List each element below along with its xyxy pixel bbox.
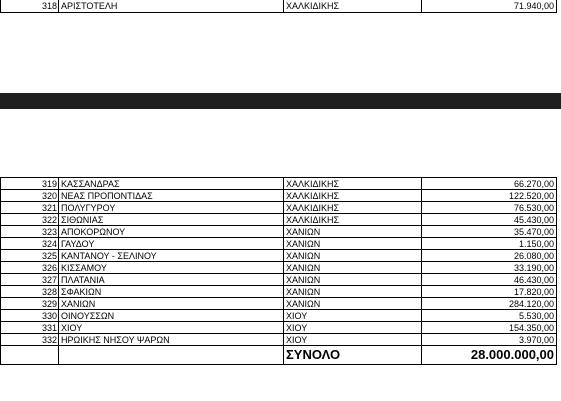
row-number: 331 <box>1 322 59 334</box>
regional-unit: ΧΑΝΙΩΝ <box>284 226 422 238</box>
regional-unit: ΧΑΛΚΙΔΙΚΗΣ <box>284 190 422 202</box>
row-number: 332 <box>1 334 59 346</box>
table-row <box>1 298 557 310</box>
amount: 71.940,00 <box>422 0 557 13</box>
regional-unit: ΧΑΝΙΩΝ <box>284 274 422 286</box>
regional-unit: ΧΑΝΙΩΝ <box>284 262 422 274</box>
row-number: 324 <box>1 238 59 250</box>
table-row <box>1 214 557 226</box>
regional-unit: ΧΑΛΚΙΔΙΚΗΣ <box>284 214 422 226</box>
regional-unit: ΧΑΛΚΙΔΙΚΗΣ <box>284 202 422 214</box>
table-row <box>1 226 557 238</box>
table-row <box>1 238 557 250</box>
municipality-name: ΣΙΘΩΝΙΑΣ <box>59 214 284 226</box>
table-row <box>1 334 557 346</box>
row-number: 318 <box>1 0 59 13</box>
allocation-table <box>0 177 557 365</box>
table-row <box>1 274 557 286</box>
municipality-name: ΑΠΟΚΟΡΩΝΟΥ <box>59 226 284 238</box>
amount: 122.520,00 <box>422 190 557 202</box>
amount: 76.530,00 <box>422 202 557 214</box>
municipality-name: ΠΛΑΤΑΝΙΑ <box>59 274 284 286</box>
amount: 1.150,00 <box>422 238 557 250</box>
amount: 17.820,00 <box>422 286 557 298</box>
municipality-name: ΚΑΣΣΑΝΔΡΑΣ <box>59 178 284 190</box>
regional-unit: ΧΙΟΥ <box>284 322 422 334</box>
municipality-name: ΠΟΛΥΓΥΡΟΥ <box>59 202 284 214</box>
total-amount: 28.000.000,00 <box>422 346 557 365</box>
total-empty-cell <box>1 346 59 365</box>
amount: 35.470,00 <box>422 226 557 238</box>
table-row <box>1 286 557 298</box>
regional-unit: ΧΑΛΚΙΔΙΚΗΣ <box>284 0 422 13</box>
municipality-name: ΓΑΥΔΟΥ <box>59 238 284 250</box>
table-row <box>1 322 557 334</box>
table-row <box>1 262 557 274</box>
row-number: 320 <box>1 190 59 202</box>
table-row <box>1 202 557 214</box>
total-row <box>1 346 557 365</box>
regional-unit: ΧΙΟΥ <box>284 334 422 346</box>
amount: 45.430,00 <box>422 214 557 226</box>
page-separator-band <box>0 93 561 109</box>
municipality-name: ΝΕΑΣ ΠΡΟΠΟΝΤΙΔΑΣ <box>59 190 284 202</box>
row-number: 319 <box>1 178 59 190</box>
total-label: ΣΥΝΟΛΟ <box>284 346 422 365</box>
municipality-name: ΧΑΝΙΩΝ <box>59 298 284 310</box>
row-number: 328 <box>1 286 59 298</box>
regional-unit: ΧΑΛΚΙΔΙΚΗΣ <box>284 178 422 190</box>
table-row <box>1 178 557 190</box>
row-number: 326 <box>1 262 59 274</box>
top-table <box>0 0 557 13</box>
regional-unit: ΧΑΝΙΩΝ <box>284 250 422 262</box>
total-empty-cell <box>59 346 284 365</box>
row-number: 330 <box>1 310 59 322</box>
amount: 154.350,00 <box>422 322 557 334</box>
municipality-name: ΣΦΑΚΙΩΝ <box>59 286 284 298</box>
regional-unit: ΧΑΝΙΩΝ <box>284 298 422 310</box>
row-number: 329 <box>1 298 59 310</box>
amount: 5.530,00 <box>422 310 557 322</box>
table-row <box>1 310 557 322</box>
table-row <box>1 250 557 262</box>
amount: 26.080,00 <box>422 250 557 262</box>
row-number: 323 <box>1 226 59 238</box>
municipality-name: ΚΑΝΤΑΝΟΥ - ΣΕΛΙΝΟΥ <box>59 250 284 262</box>
regional-unit: ΧΑΝΙΩΝ <box>284 286 422 298</box>
regional-unit: ΧΙΟΥ <box>284 310 422 322</box>
table-row <box>1 190 557 202</box>
table-body <box>1 178 557 365</box>
amount: 66.270,00 <box>422 178 557 190</box>
municipality-name: ΧΙΟΥ <box>59 322 284 334</box>
amount: 284.120,00 <box>422 298 557 310</box>
amount: 33.190,00 <box>422 262 557 274</box>
row-number: 327 <box>1 274 59 286</box>
row-number: 321 <box>1 202 59 214</box>
table-row <box>1 0 557 13</box>
municipality-name: ΟΙΝΟΥΣΣΩΝ <box>59 310 284 322</box>
regional-unit: ΧΑΝΙΩΝ <box>284 238 422 250</box>
municipality-name: ΚΙΣΣΑΜΟΥ <box>59 262 284 274</box>
row-number: 322 <box>1 214 59 226</box>
amount: 46.430,00 <box>422 274 557 286</box>
amount: 3.970,00 <box>422 334 557 346</box>
row-number: 325 <box>1 250 59 262</box>
municipality-name: ΗΡΩΙΚΗΣ ΝΗΣΟΥ ΨΑΡΩΝ <box>59 334 284 346</box>
municipality-name: ΑΡΙΣΤΟΤΕΛΗ <box>59 0 284 13</box>
